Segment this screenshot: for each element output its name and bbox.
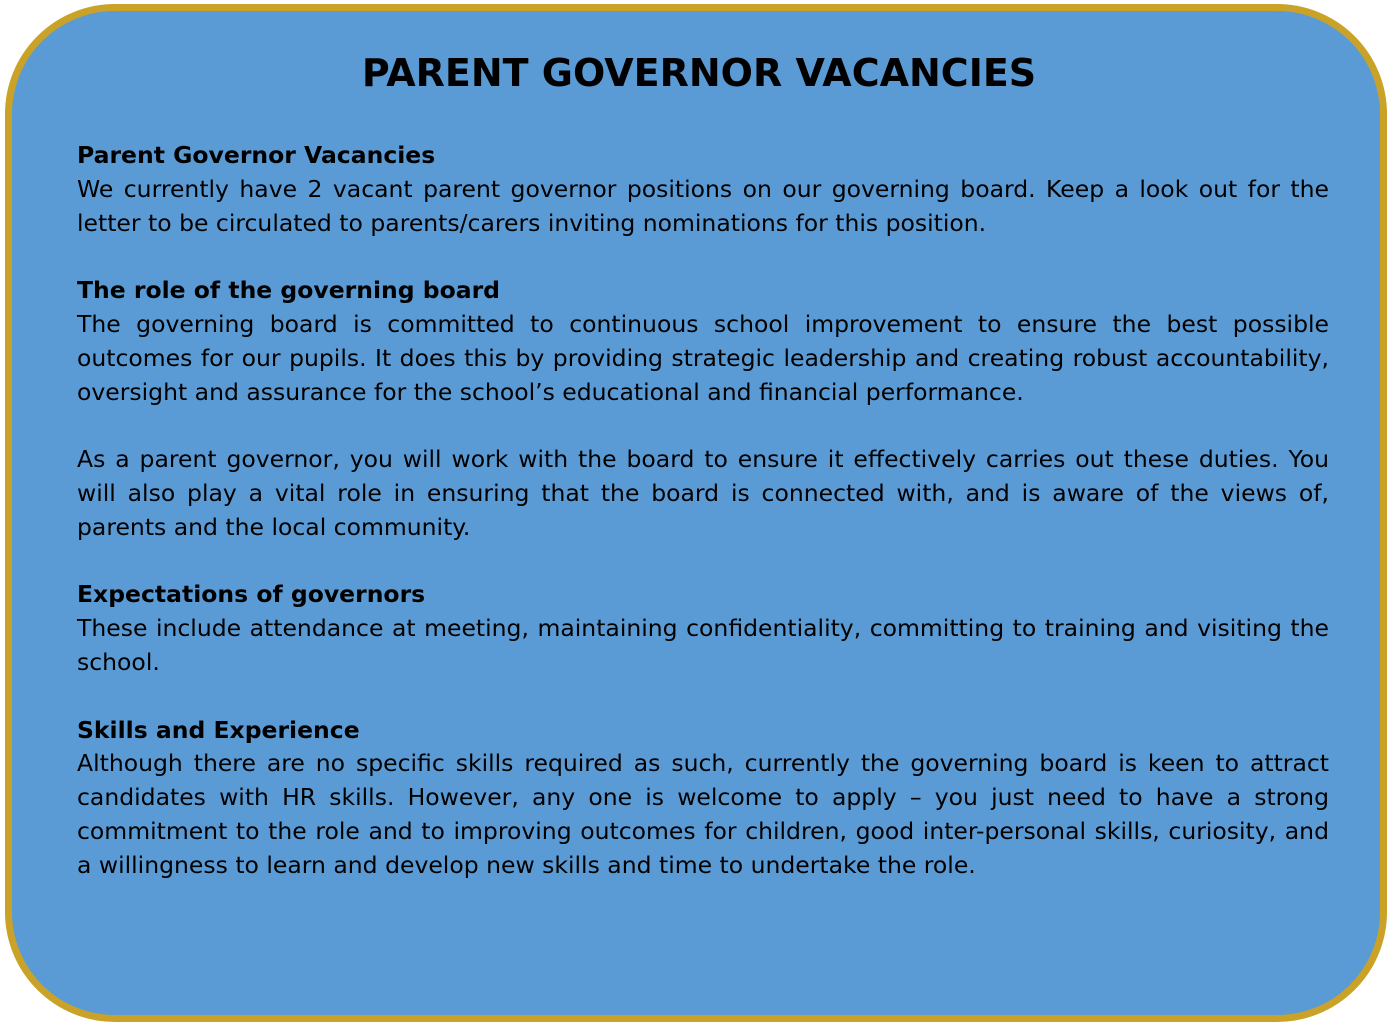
section-skills bbox=[77, 714, 1329, 883]
section-body-parent-governor: As a parent governor, you will work with the board to ensure it effectively carries out these duties. You will also play a vital role in ensuring that the board is connected with, and is aware of the views of, parents and the local community. bbox=[77, 445, 1329, 541]
section-vacancies bbox=[77, 139, 1329, 240]
section-body-expectations: These include attendance at meeting, maintaining confidentiality, committing to training and visiting the school. bbox=[77, 614, 1329, 676]
page-title: PARENT GOVERNOR VACANCIES bbox=[361, 51, 1037, 95]
section-body-vacancies: We currently have 2 vacant parent governor positions on our governing board. Keep a look out for the letter to be circulated to parents/carers inviting nominations for this position. bbox=[77, 174, 1329, 237]
section-heading-vacancies: Parent Governor Vacancies bbox=[77, 141, 436, 169]
section-body-skills: Although there are no specific skills required as such, currently the governing board is keen to attract candidates with HR skills. However, any one is welcome to apply – you just need to have a strong commitment to the role and to improving outcomes for children, good inter-personal skills, curiosity, and a willingness to learn and develop new skills and time to undertake the role. bbox=[77, 749, 1329, 879]
section-heading-skills: Skills and Experience bbox=[77, 715, 360, 744]
section-heading-role: The role of the governing board bbox=[77, 276, 500, 305]
section-body-role: The governing board is committed to continuous school improvement to ensure the best possible outcomes for our pupils. It does this by providing strategic leadership and creating robust accountability, oversight and assurance for the school’s educational and financial performance. bbox=[77, 309, 1329, 406]
notice-content bbox=[77, 139, 1329, 883]
section-role bbox=[77, 274, 1329, 409]
section-heading-expectations: Expectations of governors bbox=[77, 580, 426, 609]
section-parent-governor bbox=[77, 443, 1329, 544]
section-expectations bbox=[77, 578, 1329, 679]
